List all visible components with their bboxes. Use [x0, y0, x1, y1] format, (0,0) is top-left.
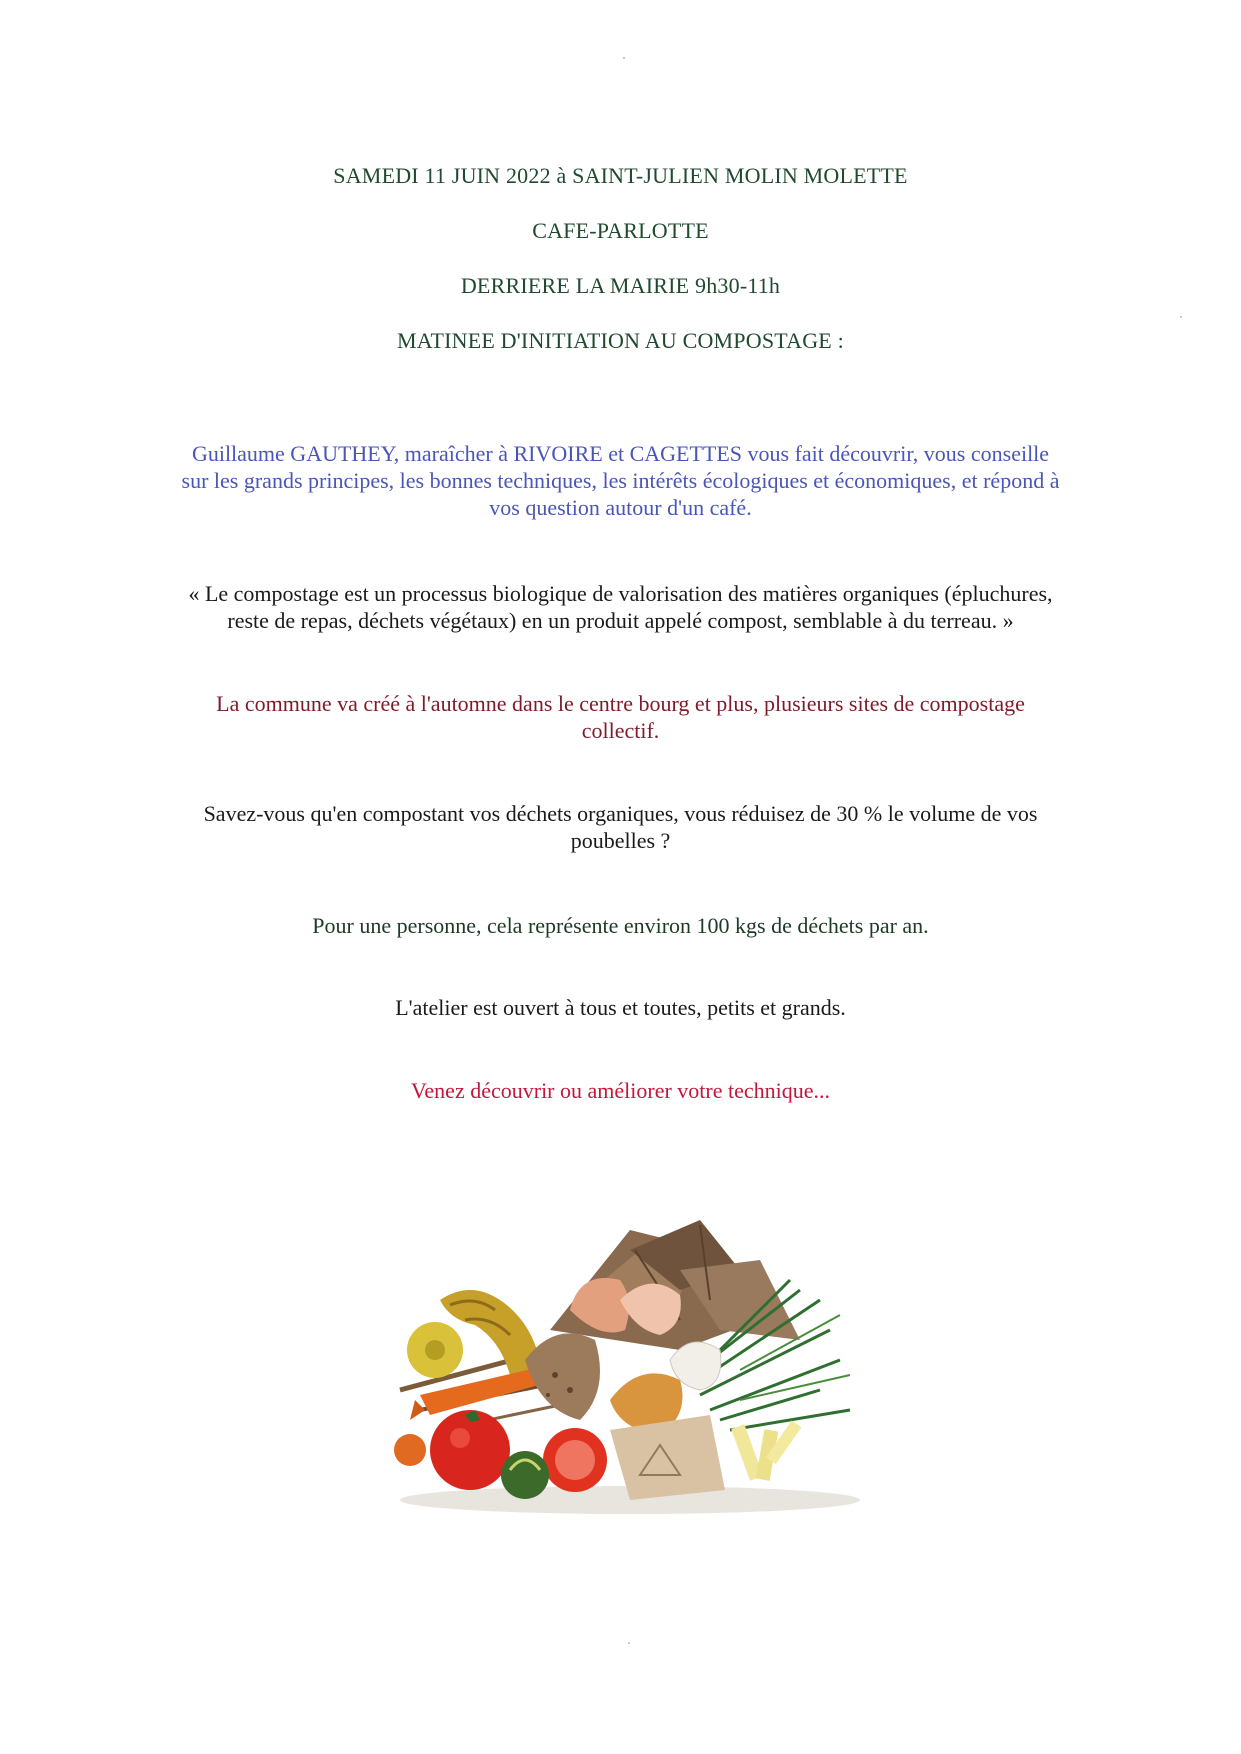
commune-line-2: collectif. — [581, 718, 660, 743]
question-line-1: Savez-vous qu'en compostant vos déchets organiques, vous réduisez de 30 % le volume de vos — [203, 801, 1038, 826]
commune-line-1: La commune va créé à l'automne dans le centre bourg et plus, plusieurs sites de compostage — [216, 691, 1025, 716]
atelier-text: L'atelier est ouvert à tous et toutes, petits et grands. — [395, 995, 846, 1020]
scan-speck — [623, 57, 625, 59]
compost-pile-illustration — [380, 1210, 880, 1520]
event-name: CAFE-PARLOTTE — [532, 218, 709, 243]
scan-speck — [628, 1642, 630, 1644]
event-title: MATINEE D'INITIATION AU COMPOSTAGE : — [397, 328, 844, 353]
event-date-location: SAMEDI 11 JUIN 2022 à SAINT-JULIEN MOLIN MOLETTE — [333, 163, 908, 188]
quote-line-1: « Le compostage est un processus biologique de valorisation des matières organiques (épluchures, — [188, 581, 1053, 606]
scan-speck — [1180, 316, 1182, 318]
closing-text: Venez découvrir ou améliorer votre technique... — [410, 1078, 831, 1103]
intro-line-2: sur les grands principes, les bonnes techniques, les intérêts écologiques et économiques, et répond à — [181, 468, 1060, 493]
intro-line-3: vos question autour d'un café. — [489, 495, 752, 520]
event-place-time: DERRIERE LA MAIRIE 9h30-11h — [460, 273, 781, 298]
intro-line-1: Guillaume GAUTHEY, maraîcher à RIVOIRE et CAGETTES vous fait découvrir, vous conseille — [191, 441, 1050, 466]
question-line-2: poubelles ? — [570, 828, 671, 853]
quote-line-2: reste de repas, déchets végétaux) en un produit appelé compost, semblable à du terreau. » — [227, 608, 1014, 633]
per-person-text: Pour une personne, cela représente environ 100 kgs de déchets par an. — [312, 913, 929, 938]
